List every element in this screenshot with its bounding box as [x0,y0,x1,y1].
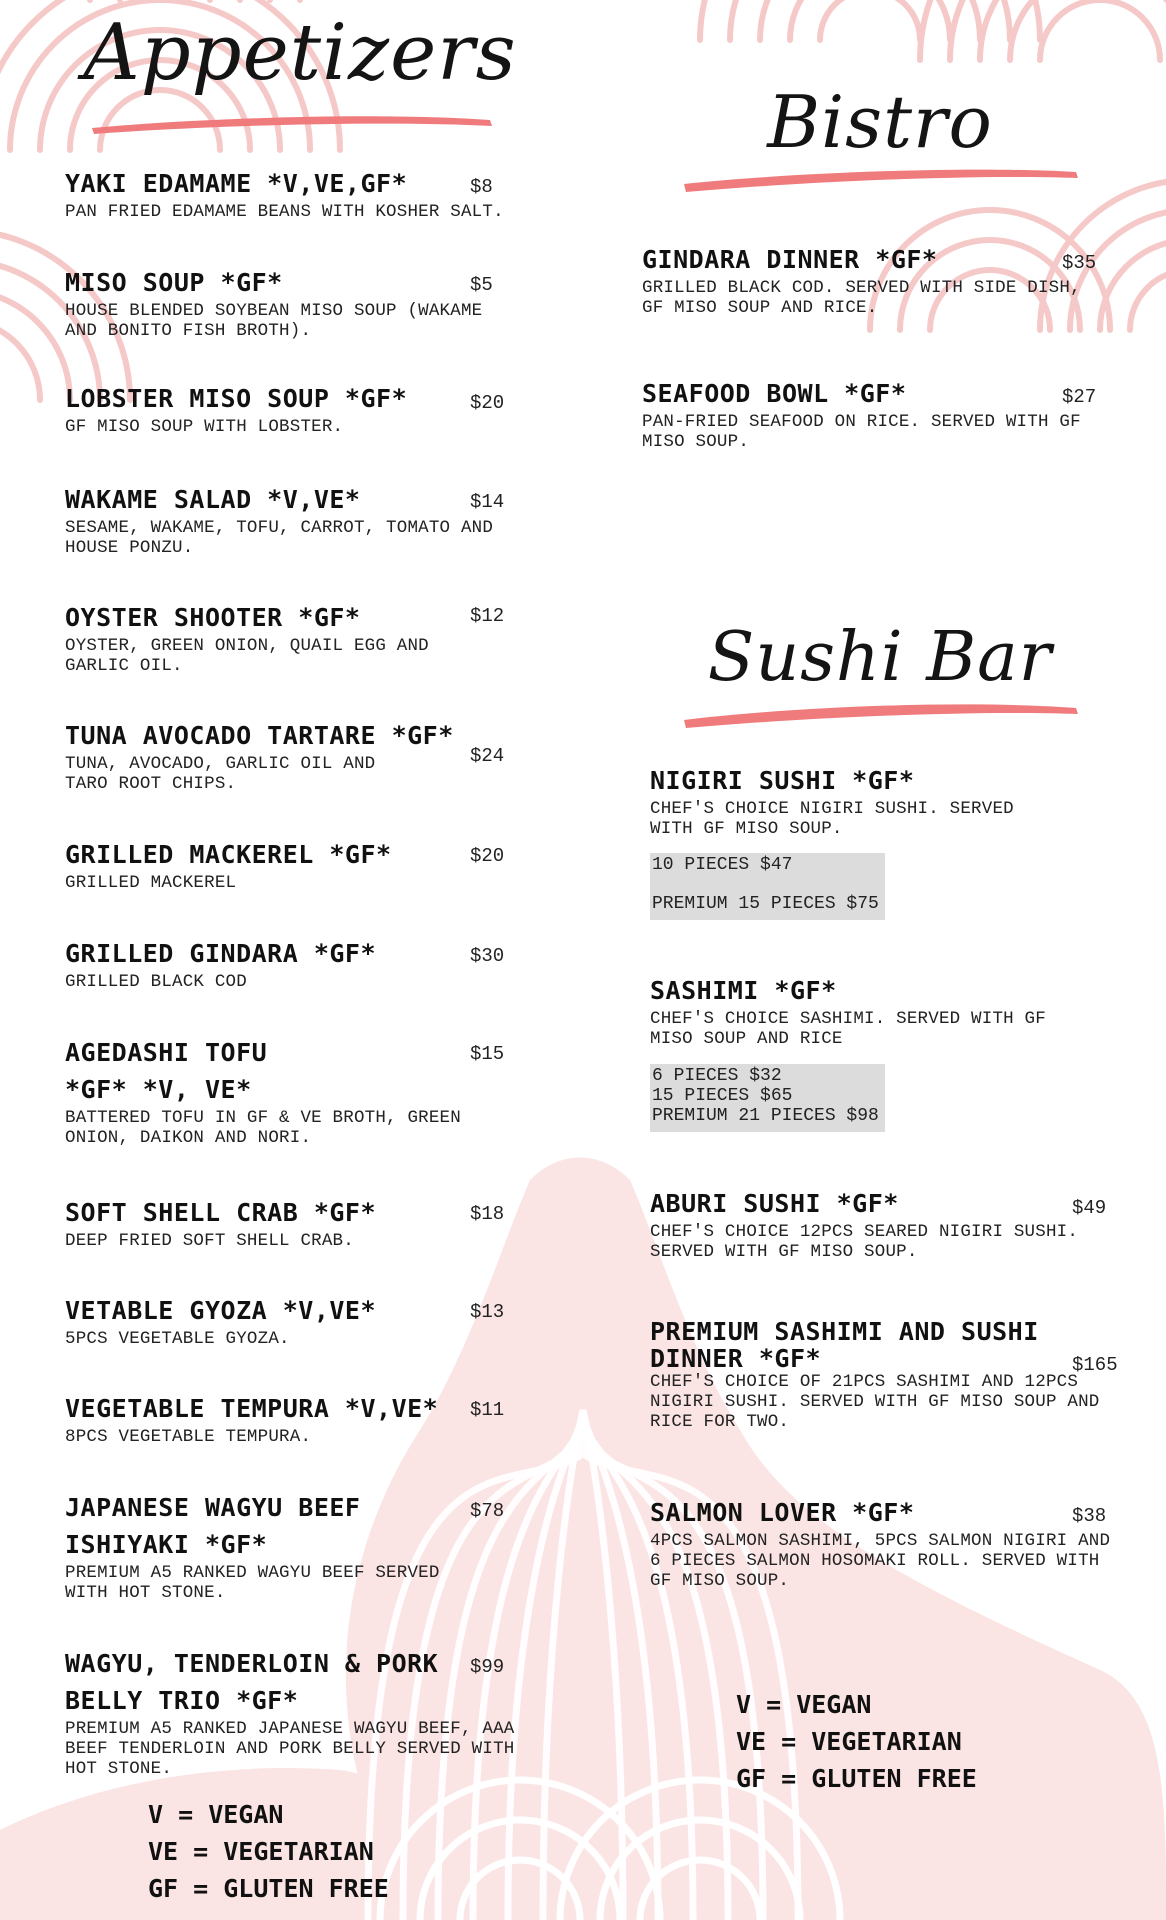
appetizers-heading [80,0,520,140]
appetizers-item [65,935,376,992]
item-description: CHEF'S CHOICE NIGIRI SUSHI. SERVED WITH GF MISO SOUP. [650,799,1014,839]
bistro-item [642,375,1081,452]
item-price: $5 [470,274,493,296]
item-description: CHEF'S CHOICE 12PCS SEARED NIGIRI SUSHI. SERVED WITH GF MISO SOUP. [650,1222,1079,1262]
item-price: $11 [470,1399,505,1421]
item-name: JAPANESE WAGYU BEEF ISHIYAKI *GF* [65,1493,361,1559]
pattern-arc [1040,0,1160,60]
price-option: PREMIUM 15 PIECES $75 [652,894,879,914]
appetizers-item [65,1034,461,1148]
item-description: GRILLED BLACK COD. SERVED WITH SIDE DISH, GF MISO SOUP AND RICE. [642,278,1081,318]
item-description: DEEP FRIED SOFT SHELL CRAB. [65,1231,354,1251]
item-description: 4PCS SALMON SASHIMI, 5PCS SALMON NIGIRI AND 6 PIECES SALMON HOSOMAKI ROLL. SERVED WITH GF MISO SOUP. [650,1531,1111,1591]
item-name: NIGIRI SUSHI *GF* [650,766,915,795]
item-price: $24 [470,745,505,767]
item-price: $78 [470,1500,505,1522]
item-price: $99 [470,1656,505,1678]
item-description: SESAME, WAKAME, TOFU, CARROT, TOMATO AND HOUSE PONZU. [65,518,494,558]
item-description: BATTERED TOFU IN GF & VE BROTH, GREEN ONION, DAIKON AND NORI. [65,1108,461,1148]
item-name: TUNA AVOCADO TARTARE *GF* [65,721,454,750]
sushi-bar-item [650,1318,1099,1432]
item-price: $30 [470,945,505,967]
price-options [650,1064,885,1132]
appetizers-item [65,165,504,222]
sushi-bar-heading [670,600,1090,740]
item-description: PAN-FRIED SEAFOOD ON RICE. SERVED WITH GF MISO SOUP. [642,412,1081,452]
pattern-arc [0,290,70,400]
item-name: VETABLE GYOZA *V,VE* [65,1296,377,1325]
bistro-heading [670,60,1090,200]
item-price: $20 [470,392,505,414]
item-price: $13 [470,1301,505,1323]
price-option: 15 PIECES $65 [652,1086,793,1106]
pattern-arc [1130,270,1166,330]
pattern-arc [1010,0,1166,60]
item-description: PREMIUM A5 RANKED WAGYU BEEF SERVED WITH HOT STONE. [65,1563,440,1603]
item-description: 5PCS VEGETABLE GYOZA. [65,1329,290,1349]
item-price: $165 [1072,1354,1118,1376]
item-name: WAKAME SALAD *V,VE* [65,485,361,514]
item-description: GRILLED BLACK COD [65,972,247,992]
item-name: OYSTER SHOOTER *GF* [65,603,361,632]
item-description: PAN FRIED EDAMAME BEANS WITH KOSHER SALT. [65,202,504,222]
item-description: GF MISO SOUP WITH LOBSTER. [65,417,344,437]
appetizers-item [65,1489,440,1603]
price-option [652,875,879,894]
sushi-bar-item [650,972,1046,1049]
item-price: $49 [1072,1197,1107,1219]
legend-vegetarian: VE = VEGETARIAN [736,1727,962,1756]
item-name: MISO SOUP *GF* [65,268,283,297]
appetizers-item [65,836,392,893]
item-name: SALMON LOVER *GF* [650,1498,915,1527]
pattern-arc [820,0,920,40]
item-price: $20 [470,845,505,867]
pattern-arc [0,320,40,400]
item-description: PREMIUM A5 RANKED JAPANESE WAGYU BEEF, AAA BEEF TENDERLOIN AND PORK BELLY SERVED WITH HOT STONE. [65,1719,515,1779]
appetizers-item [65,599,429,676]
item-name: SOFT SHELL CRAB *GF* [65,1198,377,1227]
item-name: LOBSTER MISO SOUP *GF* [65,384,408,413]
price-option: PREMIUM 21 PIECES $98 [652,1106,879,1126]
legend-vegan: V = VEGAN [736,1690,872,1719]
appetizers-item [65,1292,376,1349]
item-price: $35 [1062,252,1097,274]
item-description: OYSTER, GREEN ONION, QUAIL EGG AND GARLIC OIL. [65,636,429,676]
price-option: 10 PIECES $47 [652,855,793,875]
legend-gluten-free: GF = GLUTEN FREE [148,1874,389,1903]
item-description: TUNA, AVOCADO, GARLIC OIL AND TARO ROOT CHIPS. [65,754,376,794]
item-price: $8 [470,176,493,198]
appetizers-title: Appetizers [83,8,517,98]
bistro-item [642,241,1081,318]
item-price: $14 [470,491,505,513]
item-description: 8PCS VEGETABLE TEMPURA. [65,1427,312,1447]
legend-gluten-free: GF = GLUTEN FREE [736,1764,977,1793]
item-price: $18 [470,1203,505,1225]
legend-right [736,1686,977,1797]
item-price: $12 [470,605,505,627]
item-name: WAGYU, TENDERLOIN & PORK BELLY TRIO *GF* [65,1649,439,1715]
item-description: CHEF'S CHOICE OF 21PCS SASHIMI AND 12PCS NIGIRI SUSHI. SERVED WITH GF MISO SOUP AND RICE FOR TWO. [650,1372,1100,1432]
appetizers-item [65,380,407,437]
price-options [650,853,885,920]
appetizers-item [65,717,454,794]
legend-vegetarian: VE = VEGETARIAN [148,1837,374,1866]
appetizers-item [65,264,482,341]
item-price: $27 [1062,386,1097,408]
appetizers-item [65,1194,376,1251]
item-name: SASHIMI *GF* [650,976,837,1005]
appetizers-item [65,481,493,558]
legend-left [148,1796,389,1907]
item-name: GRILLED GINDARA *GF* [65,939,377,968]
sushi-bar-item [650,762,1014,839]
item-description: GRILLED MACKEREL [65,873,237,893]
legend-vegan: V = VEGAN [148,1800,284,1829]
item-name: ABURI SUSHI *GF* [650,1189,899,1218]
sushi-bar-title: Sushi Bar [707,618,1053,697]
item-description: HOUSE BLENDED SOYBEAN MISO SOUP (WAKAME AND BONITO FISH BROTH). [65,301,483,341]
sushi-bar-item [650,1185,1078,1262]
item-name: VEGETABLE TEMPURA *V,VE* [65,1394,439,1423]
item-price: $15 [470,1043,505,1065]
bistro-title: Bistro [767,80,993,164]
item-name: PREMIUM SASHIMI AND SUSHI DINNER *GF* [650,1317,1039,1373]
pattern-arc [730,0,1010,40]
item-name: YAKI EDAMAME *V,VE,GF* [65,169,408,198]
item-name: GRILLED MACKEREL *GF* [65,840,392,869]
price-option: 6 PIECES $32 [652,1066,782,1086]
sushi-bar-item [650,1494,1110,1591]
item-name: AGEDASHI TOFU *GF* *V, VE* [65,1038,268,1104]
item-price: $38 [1072,1505,1107,1527]
item-name: SEAFOOD BOWL *GF* [642,379,907,408]
item-description: CHEF'S CHOICE SASHIMI. SERVED WITH GF MISO SOUP AND RICE [650,1009,1046,1049]
appetizers-item [65,1390,438,1447]
item-name: GINDARA DINNER *GF* [642,245,938,274]
appetizers-item [65,1645,514,1779]
